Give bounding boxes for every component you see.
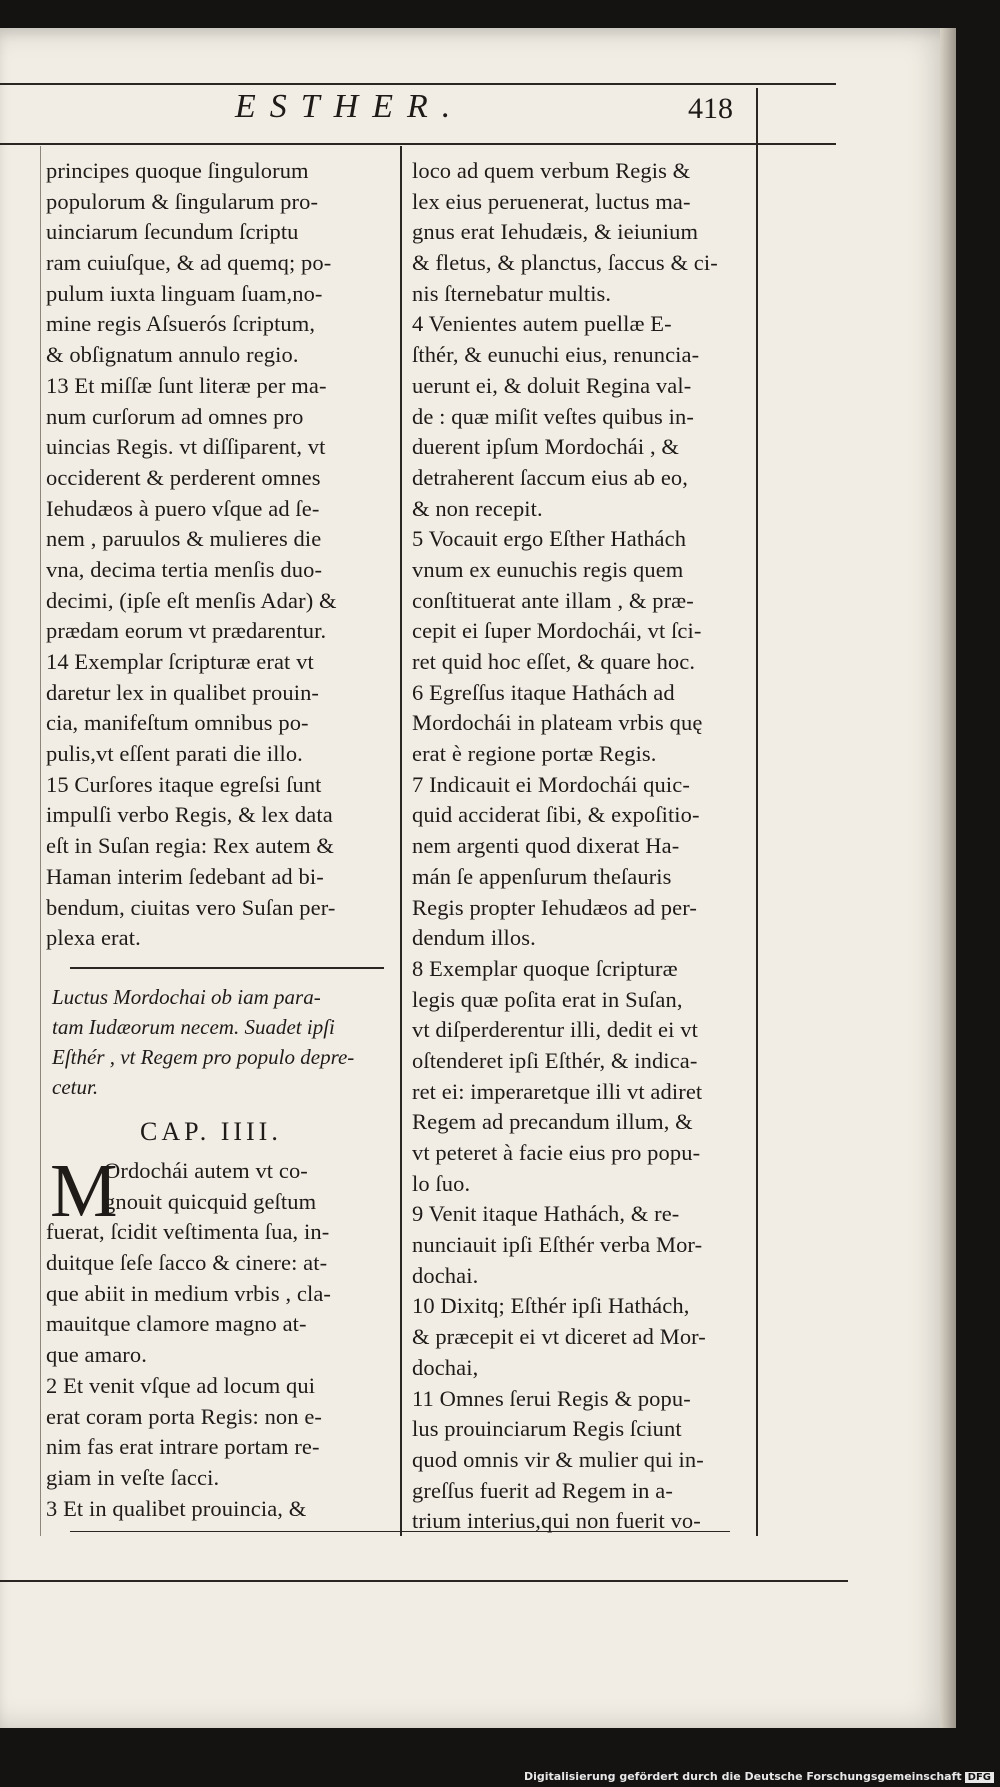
text-line: Iehudæos à puero vſque ad ſe- [46, 495, 320, 521]
text-line: populorum & ſingularum pro- [46, 188, 319, 214]
text-line: daretur lex in qualibet prouin- [46, 679, 320, 705]
bottom-rule [0, 1580, 848, 1582]
text-line: quid acciderat ſibi, & expoſitio- [412, 802, 700, 828]
summary-rule [70, 967, 384, 969]
chapter-text [46, 1149, 396, 1524]
text-line: ret ei: imperaretque illi vt adiret [412, 1078, 703, 1104]
text-line: que abiit in medium vrbis , cla- [46, 1280, 332, 1306]
text-line: & præcepit ei vt diceret ad Mor- [412, 1324, 706, 1350]
text-line: vnum ex eunuchis regis quem [412, 556, 684, 582]
text-line: trium interius,qui non fuerit vo- [412, 1508, 701, 1534]
text-line: vt peteret à facie eius pro popu- [412, 1140, 701, 1165]
text-line: de : quæ miſit veſtes quibus in- [412, 403, 694, 429]
footer-credit-text: Digitalisierung gefördert durch die Deutsche Forschungsgemeinschaft [523, 1770, 962, 1783]
text-line: Regis propter Iehudæos ad per- [412, 894, 697, 920]
text-line: Regem ad precandum illum, & [412, 1109, 693, 1135]
footer-credit [524, 1770, 994, 1783]
text-line: dochai, [412, 1354, 479, 1380]
text-line: pulum iuxta linguam ſuam,no- [46, 280, 323, 306]
column-divider [400, 146, 402, 1536]
text-line: impulſi verbo Regis, & lex data [46, 802, 333, 828]
text-line: loco ad quem verbum Regis & [412, 158, 691, 183]
summary-line: cetur. [52, 1075, 99, 1099]
text-line: legis quæ poſita erat in Suſan, [412, 986, 683, 1012]
summary-line: Eſthér , vt Regem pro populo depre- [52, 1045, 355, 1069]
text-line: mán ſe appenſurum theſauris [412, 863, 672, 889]
text-line: dendum illos. [412, 925, 536, 951]
text-line: uerunt ei, & doluit Regina val- [412, 372, 692, 398]
text-line: 6 Egreſſus itaque Hathách ad [412, 679, 675, 705]
text-line: vt diſperderentur illi, dedit ei vt [412, 1017, 698, 1043]
text-line: detraherent ſaccum eius ab eo, [412, 464, 688, 490]
text-line: ſthér, & eunuchi eius, renuncia- [412, 342, 700, 368]
text-line: principes quoque ſingulorum [46, 158, 309, 183]
text-line: ret quid hoc eſſet, & quare hoc. [412, 649, 696, 674]
text-line: nem argenti quod dixerat Ha- [412, 833, 680, 859]
text-line: 4 Venientes autem puellæ E- [412, 311, 672, 337]
text-line: gnouit quicquid geſtum [104, 1188, 317, 1214]
text-line: giam in veſte ſacci. [46, 1464, 220, 1490]
left-column [46, 156, 396, 954]
text-line: pulis,vt eſſent parati die illo. [46, 741, 303, 767]
text-line: 3 Et in qualibet prouincia, & [46, 1495, 307, 1521]
right-column [412, 156, 744, 1537]
text-line: fuerat, ſcidit veſtimenta ſua, in- [46, 1219, 330, 1245]
text-line: mauitque clamore magno at- [46, 1311, 307, 1337]
text-line: greſſus fuerit ad Regem in a- [412, 1477, 673, 1503]
text-line: cia, manifeſtum omnibus po- [46, 710, 309, 736]
text-line: quod omnis vir & mulier qui in- [412, 1446, 704, 1472]
text-line: vna, decima tertia menſis duo- [46, 556, 323, 582]
text-line: bendum, ciuitas vero Suſan per- [46, 894, 336, 920]
text-line: plexa erat. [46, 925, 141, 951]
running-head: ESTHER. [235, 88, 465, 125]
summary-line: Luctus Mordochai ob iam para- [52, 985, 321, 1009]
text-line: duerent ipſum Mordochái , & [412, 434, 680, 460]
text-line: & fletus, & planctus, ſaccus & ci- [412, 250, 718, 276]
text-line: oſtenderet ipſi Eſthér, & indica- [412, 1047, 698, 1073]
text-line: 13 Et miſſæ ſunt literæ per ma- [46, 372, 327, 398]
text-line: 2 Et venit vſque ad locum qui [46, 1372, 316, 1398]
text-line: duitque ſeſe ſacco & cinere: at- [46, 1250, 328, 1276]
drop-cap: M [50, 1149, 118, 1233]
text-line: nim fas erat intrare portam re- [46, 1434, 320, 1460]
text-line: conſtituerat ante illam , & præ- [412, 587, 694, 613]
text-line: num curſorum ad omnes pro [46, 403, 304, 429]
text-line: 10 Dixitq; Eſthér ipſi Hathách, [412, 1293, 690, 1319]
chapter-summary [52, 982, 392, 1102]
text-line: mine regis Aſsuerós ſcriptum, [46, 311, 316, 337]
text-line: 14 Exemplar ſcripturæ erat vt [46, 649, 314, 674]
text-line: nunciauit ipſi Eſthér verba Mor- [412, 1232, 703, 1258]
page-number: 418 [688, 92, 733, 125]
text-line: 9 Venit itaque Hathách, & re- [412, 1201, 680, 1227]
text-line: ram cuiuſque, & ad quemq; po- [46, 250, 332, 276]
right-column-rule [756, 88, 758, 1536]
text-line: & non recepit. [412, 495, 543, 521]
text-line: erat è regione portæ Regis. [412, 741, 657, 767]
text-line: lus prouinciarum Regis ſciunt [412, 1416, 682, 1442]
text-line: gnus erat Iehudæis, & ieiunium [412, 219, 699, 245]
text-line: Mordochái in plateam vrbis quę [412, 710, 703, 736]
text-line: 7 Indicauit ei Mordochái quic- [412, 771, 690, 797]
text-line: erat coram porta Regis: non e- [46, 1403, 323, 1429]
top-rule [0, 83, 836, 85]
header-rule [0, 143, 836, 145]
text-line: cepit ei ſuper Mordochái, vt ſci- [412, 618, 702, 644]
left-margin-rule [40, 146, 41, 1536]
text-line: Ordochái autem vt co- [104, 1158, 308, 1183]
text-line: prædam eorum vt prædarentur. [46, 618, 327, 644]
text-line: eſt in Suſan regia: Rex autem & [46, 833, 335, 859]
dfg-logo: DFG [965, 1772, 994, 1783]
text-line: 5 Vocauit ergo Eſther Hathách [412, 526, 687, 552]
text-line: uincias Regis. vt diſſiparent, vt [46, 434, 326, 460]
text-line: 15 Curſores itaque egreſsi ſunt [46, 771, 322, 797]
text-line: que amaro. [46, 1342, 147, 1368]
text-line: occiderent & perderent omnes [46, 464, 321, 490]
text-line: nem , paruulos & mulieres die [46, 526, 322, 552]
page-edge [940, 28, 956, 1728]
chapter-heading: CAP. IIII. [140, 1117, 282, 1146]
text-line: Haman interim ſedebant ad bi- [46, 863, 324, 889]
text-line: uinciarum ſecundum ſcriptu [46, 219, 299, 245]
text-line: lex eius peruenerat, luctus ma- [412, 188, 691, 214]
text-line: dochai. [412, 1262, 479, 1288]
text-line: 8 Exemplar quoque ſcripturæ [412, 955, 678, 981]
text-line: 11 Omnes ſerui Regis & popu- [412, 1385, 691, 1411]
text-line: decimi, (ipſe eſt menſis Adar) & [46, 587, 337, 613]
text-line: & obſignatum annulo regio. [46, 342, 299, 368]
text-line: nis ſternebatur multis. [412, 280, 612, 306]
summary-line: tam Iudæorum necem. Suadet ipſi [52, 1015, 335, 1039]
text-line: lo ſuo. [412, 1170, 471, 1196]
